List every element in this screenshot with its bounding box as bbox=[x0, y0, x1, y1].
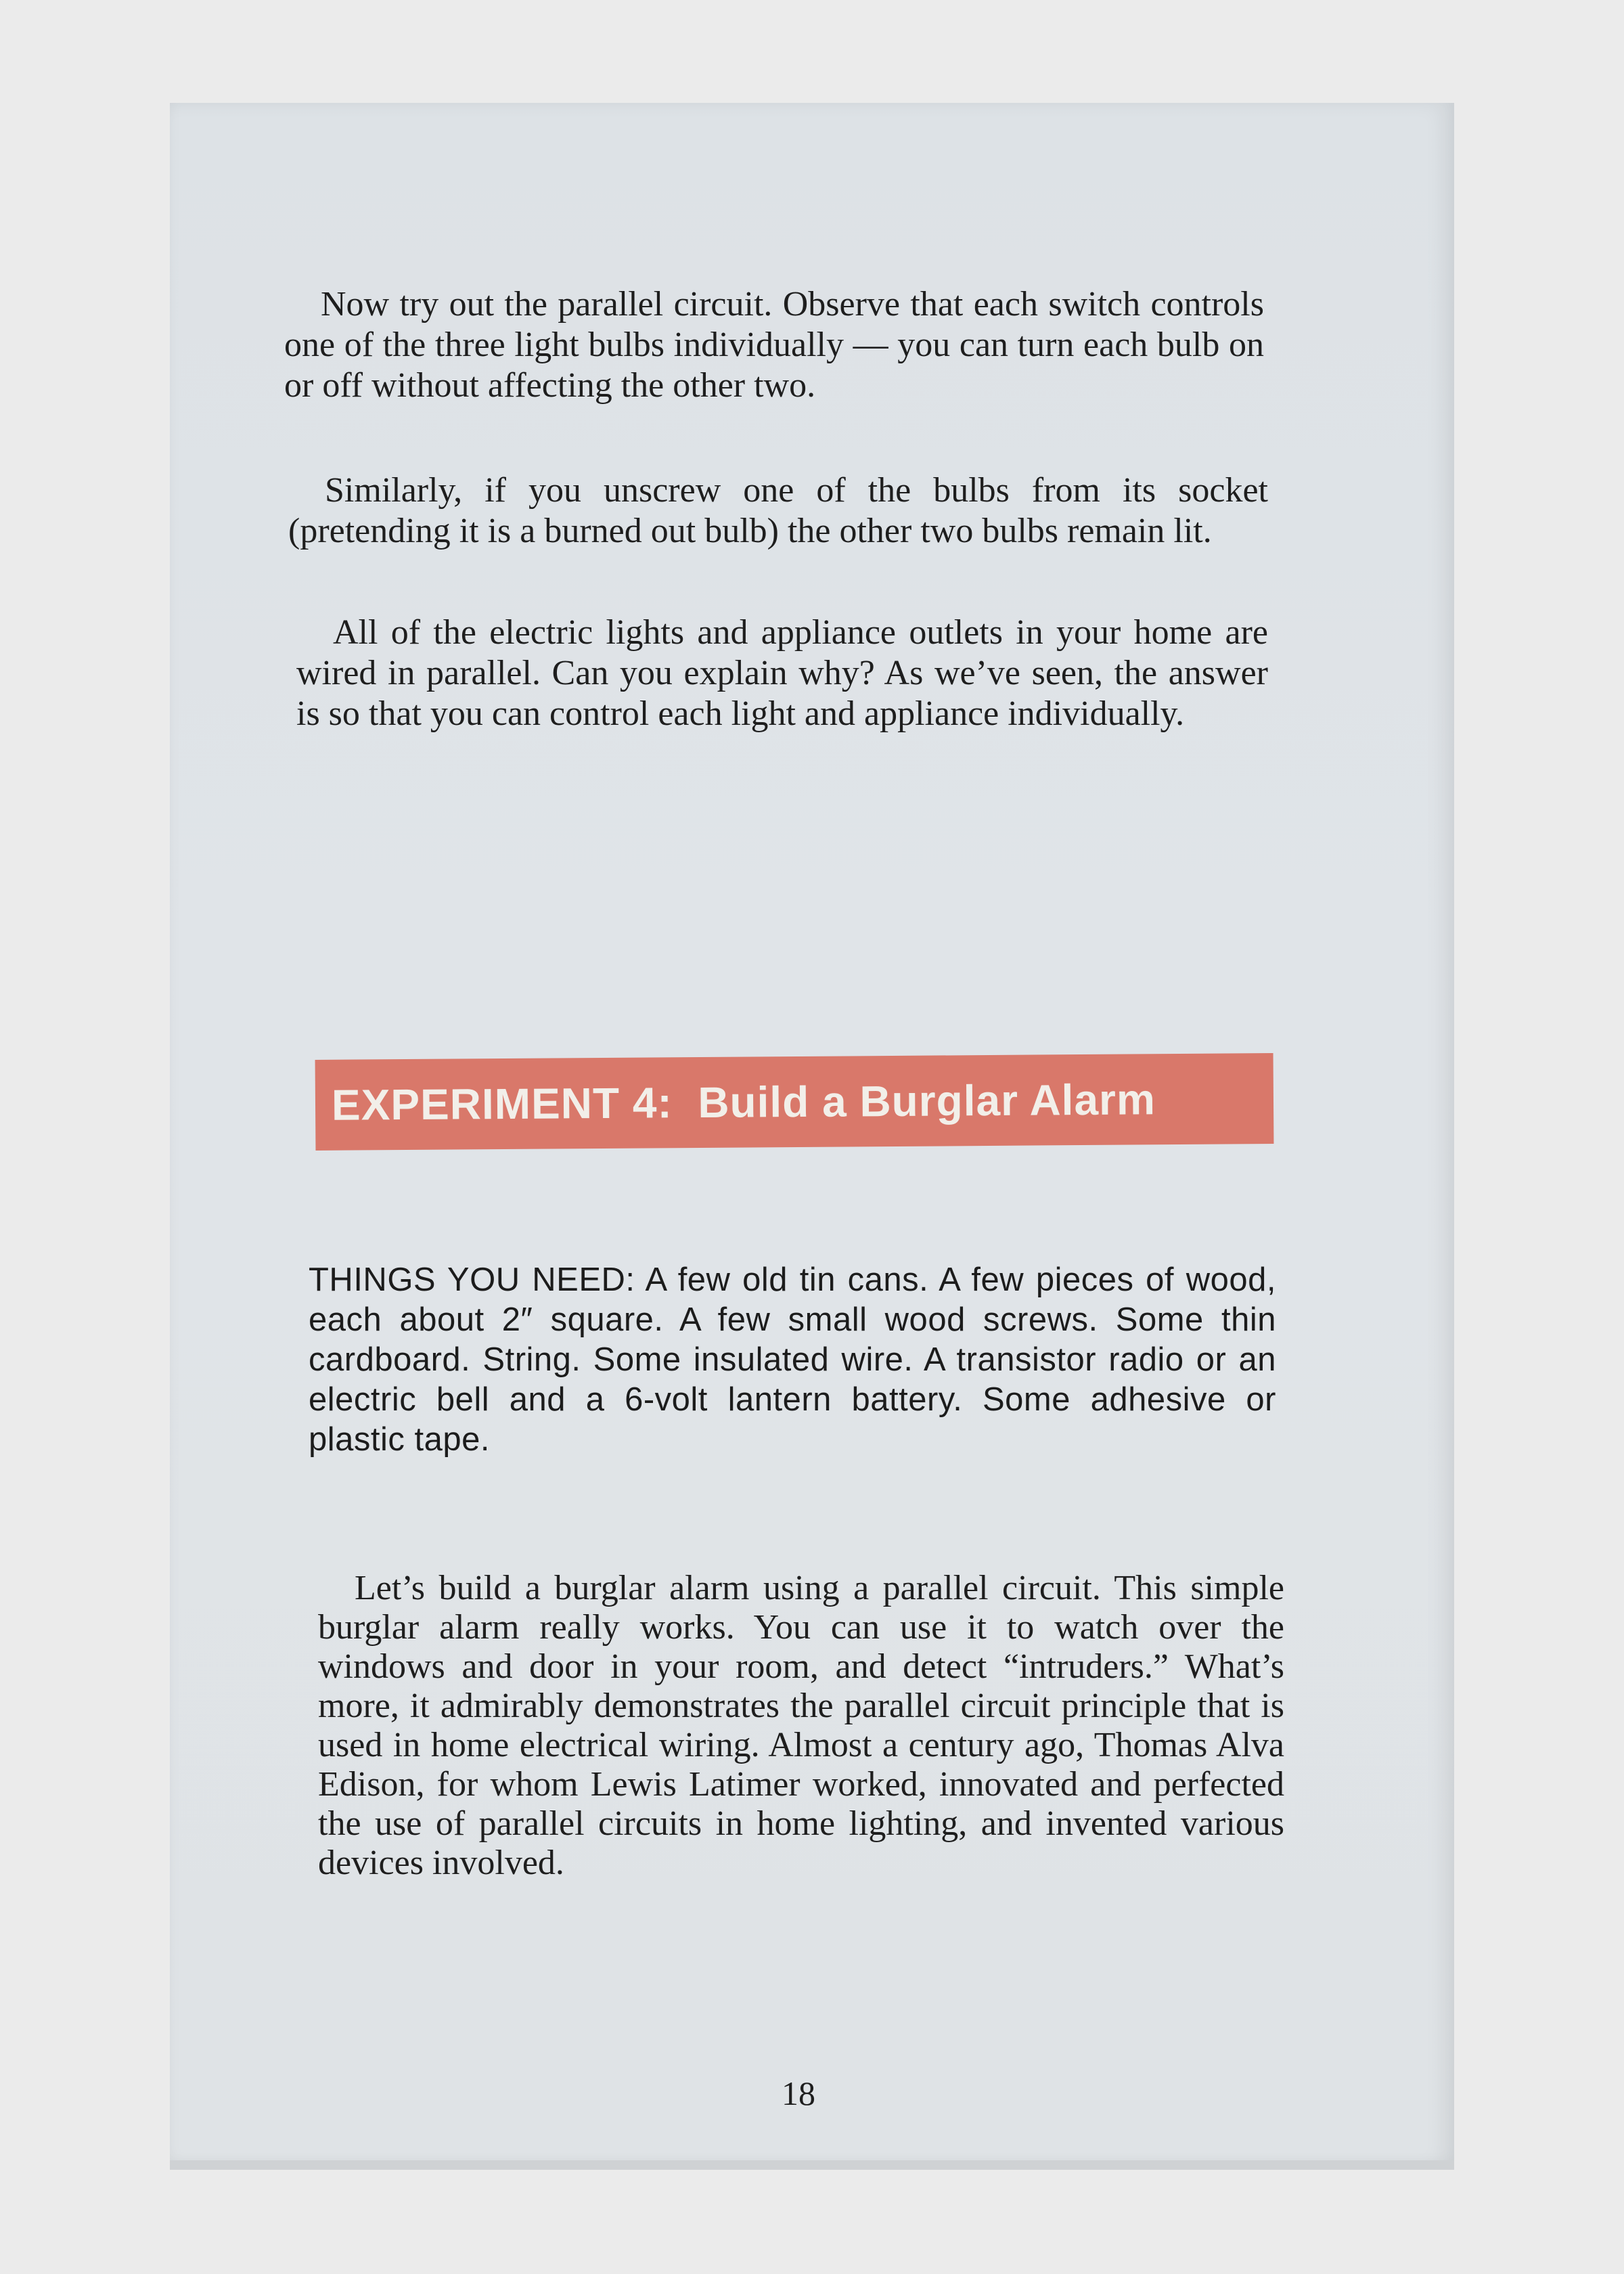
paragraph-burglar-alarm: Let’s build a burglar alarm using a parallel circuit. This simple burglar alarm really works. You can use it to watch over the windows and door in your room, and detect “intruders.” What’s more, it admirably demonstrates the parallel circuit principle that is used in home electrical wiring. Almost a century ago, Thomas Alva Edison, for whom Lewis Latimer worked, innovated and perfected the use of parallel circuits in home lighting, and invented various devices involved. bbox=[318, 1569, 1284, 1882]
things-you-need: THINGS YOU NEED: A few old tin cans. A few pieces of wood, each about 2″ square. A few small wood screws. Some thin cardboard. String. Some insulated wire. A transistor radio or an electric bell and a 6-volt lantern battery. Some adhesive or plastic tape. bbox=[309, 1262, 1276, 1458]
page-number: 18 bbox=[782, 2074, 815, 2112]
experiment-heading: EXPERIMENT 4: Build a Burglar Alarm bbox=[331, 1075, 1156, 1130]
page-edge bbox=[170, 2160, 1454, 2170]
paragraph-home-wiring: All of the electric lights and appliance outlets in your home are wired in parallel. Can you explain why? As we’ve seen, the answer is so that you can control each light and appliance individually. bbox=[296, 613, 1268, 733]
experiment-banner bbox=[315, 1053, 1274, 1151]
paragraph-parallel-circuit: Now try out the parallel circuit. Observe that each switch controls one of the three light bulbs individually — you can turn each bulb on or off without affecting the other two. bbox=[284, 285, 1264, 405]
paragraph-unscrew-bulb: Similarly, if you unscrew one of the bulbs from its socket (pretending it is a burned out bulb) the other two bulbs remain lit. bbox=[288, 471, 1268, 550]
